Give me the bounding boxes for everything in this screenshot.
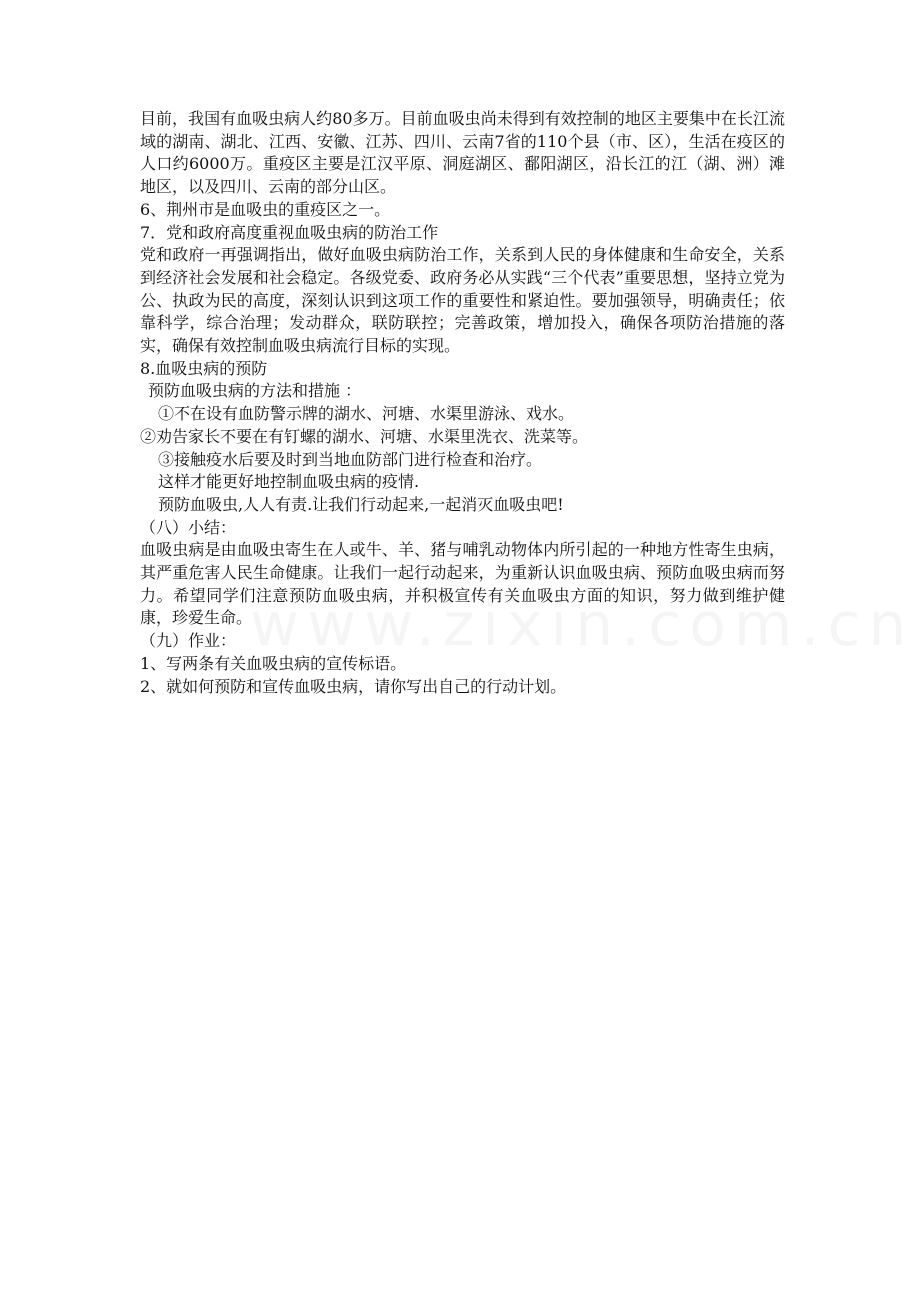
document-body [140, 108, 785, 698]
summary-heading: （八）小结： [140, 517, 237, 537]
summary-body: 血吸虫病是由血吸虫寄生在人或牛、羊、猪与哺乳动物体内所引起的一种地方性寄生虫病，其严重危害人民生命健康。让我们一起行动起来，为重新认识血吸虫病、预防血吸虫病而努力。希望同学们注意预防血吸虫病，并积极宣传有关血吸虫方面的知识，努力做到维护健康，珍爱生命。 [140, 540, 785, 628]
paragraph-government: 党和政府一再强调指出，做好血吸虫病防治工作，关系到人民的身体健康和生命安全，关系到经济社会发展和社会稳定。各级党委、政府务必从实践“三个代表”重要思想，坚持立党为公、执政为民的高度，深刻认识到这项工作的重要性和紧迫性。要加强领导，明确责任；依靠科学，综合治理；发动群众，联防联控；完善政策，增加投入，确保各项防治措施的落实，确保有效控制血吸虫病流行目标的实现。 [140, 245, 785, 356]
list-item-6: 6、荆州市是血吸虫的重疫区之一。 [140, 199, 391, 219]
homework-item-2: 2、就如何预防和宣传血吸虫病，请你写出自己的行动计划。 [140, 676, 567, 696]
prevention-item-1: ①不在设有血防警示牌的湖水、河塘、水渠里游泳、戏水。 [158, 404, 575, 424]
slogan: 预防血吸虫,人人有责.让我们行动起来,一起消灭血吸虫吧! [158, 494, 564, 514]
prevention-intro: 预防血吸虫病的方法和措施 ： [148, 381, 362, 401]
paragraph-intro: 目前，我国有血吸虫病人约80多万。目前血吸虫尚未得到有效控制的地区主要集中在长江流域的湖南、湖北、江西、安徽、江苏、四川、云南7省的110个县（市、区），生活在疫区的人口约6000万。重疫区主要是江汉平原、洞庭湖区、鄱阳湖区，沿长江的江（湖、洲）滩地区，以及四川、云南的部分山区。 [140, 109, 785, 197]
prevention-item-2: ②劝告家长不要在有钉螺的湖水、河塘、水渠里洗衣、洗菜等。 [140, 426, 589, 446]
section-heading-7: 7．党和政府高度重视血吸虫病的防治工作 [140, 222, 439, 242]
prevention-item-3: ③接触疫水后要及时到当地血防部门进行检查和治疗。 [158, 449, 543, 469]
homework-heading: （九）作业： [140, 631, 237, 651]
prevention-closing: 这样才能更好地控制血吸虫病的疫情. [158, 472, 420, 492]
homework-item-1: 1、写两条有关血吸虫病的宣传标语。 [140, 653, 407, 673]
section-heading-8: 8.血吸虫病的预防 [140, 358, 268, 378]
